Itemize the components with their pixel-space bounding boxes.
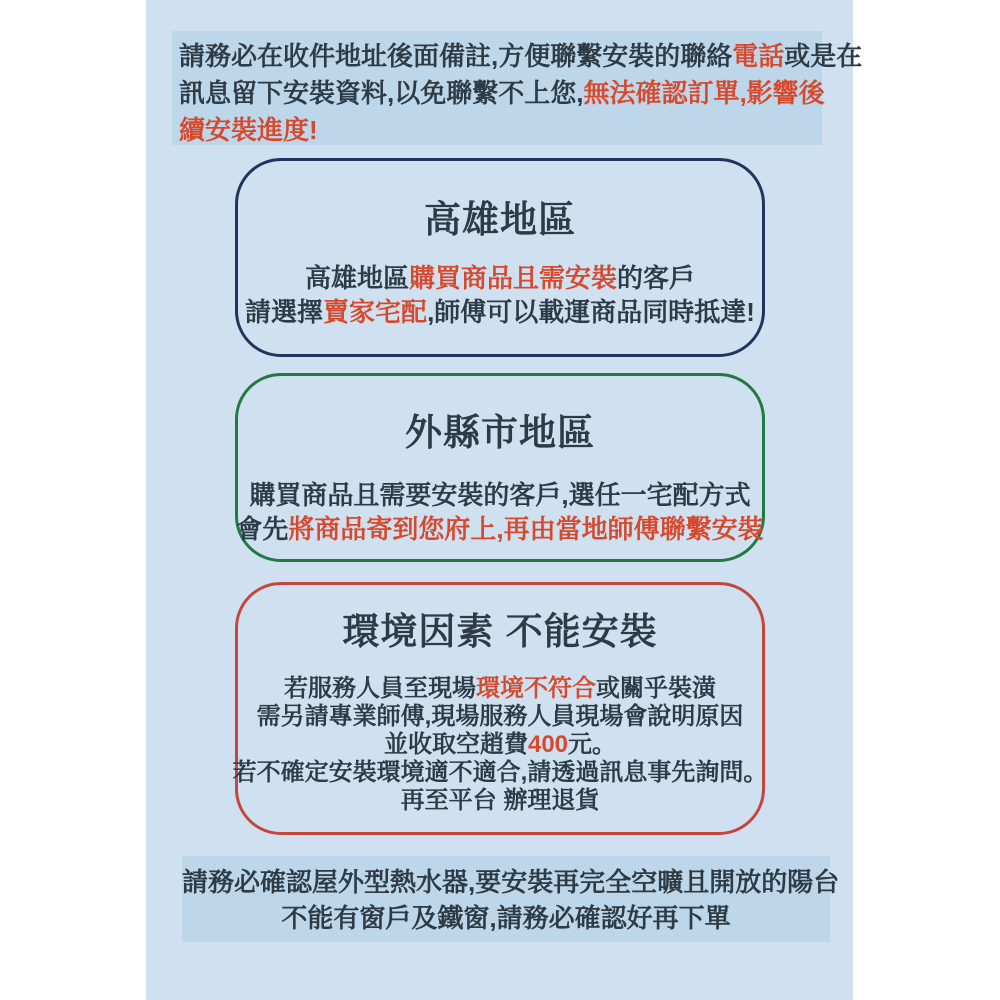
region-box-environment [232, 582, 768, 835]
page-background [146, 0, 863, 1000]
box-title-environment: 環境因素 不能安裝 [342, 611, 658, 652]
box-body-line: 會先將商品寄到您府上,再由當地師傅聯繫安裝 [236, 514, 764, 544]
box-body-line: 需另請專業師傅,現場服務人員現場會說明原因 [256, 703, 744, 730]
box-title-other-counties: 外縣市地區 [405, 412, 595, 453]
bottom-notice-line: 請務必確認屋外型熱水器,要安裝再完全空曠且開放的陽台 [182, 867, 840, 897]
region-box-other-counties [235, 373, 765, 562]
box-body-other-counties [228, 478, 772, 546]
box-body-line: 高雄地區購買商品且需安裝的客戶 [304, 263, 696, 293]
box-title-kaohsiung: 高雄地區 [424, 199, 576, 240]
box-body-line: 購買商品且需要安裝的客戶,選任一宅配方式 [249, 480, 751, 510]
box-body-line: 若不確定安裝環境適不適合,請透過訊息事先詢問。 [232, 759, 768, 786]
top-notice-panel [172, 31, 863, 145]
top-notice-line: 請務必在收件地址後面備註,方便聯繫安裝的聯絡電話或是在 [179, 41, 863, 71]
box-body-kaohsiung [228, 261, 772, 329]
box-body-environment [228, 675, 772, 815]
box-body-line: 並收取空趙費400元。 [383, 731, 617, 758]
top-notice-line: 續安裝進度! [179, 115, 318, 145]
bottom-notice-panel [182, 856, 840, 942]
top-notice-line: 訊息留下安裝資料,以免聯繫不上您,無法確認訂單,影響後 [179, 78, 825, 108]
box-body-line: 請選擇賣家宅配,師傅可以載運商品同時抵達! [245, 297, 755, 327]
box-body-line: 若服務人員至現場環境不符合或關乎裝潢 [284, 675, 716, 702]
region-box-kaohsiung [235, 158, 765, 357]
box-body-line: 再至平台 辦理退貨 [400, 787, 600, 814]
bottom-notice-line: 不能有窗戶及鐵窗,請務必確認好再下單 [281, 903, 731, 933]
